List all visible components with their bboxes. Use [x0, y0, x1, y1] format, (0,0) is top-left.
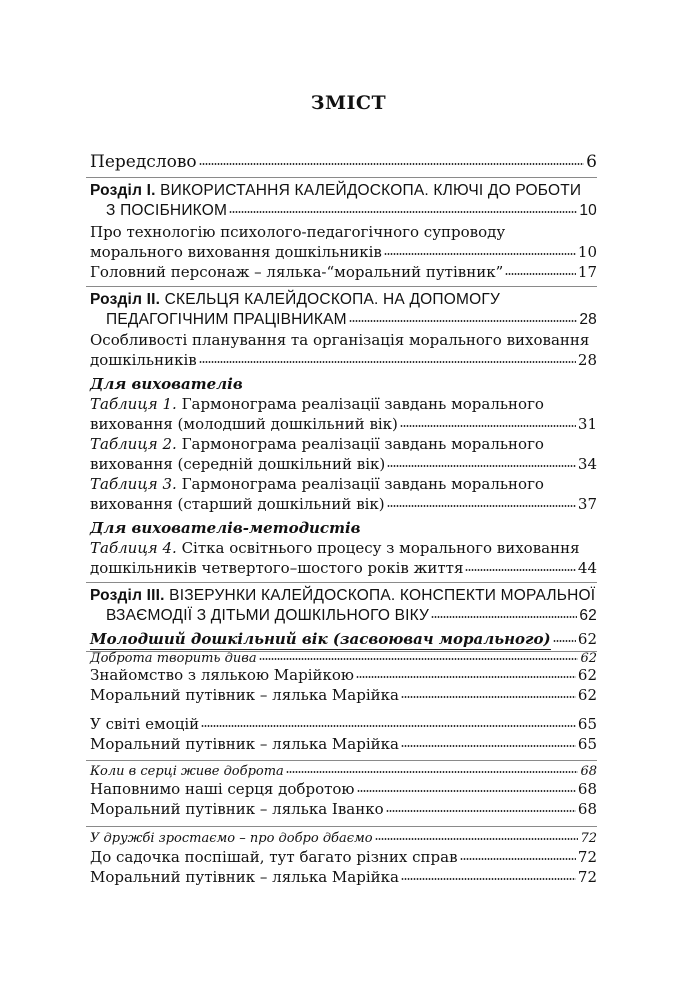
toc-topic[interactable] [90, 829, 597, 849]
toc-entry-preface[interactable] [90, 151, 597, 173]
table-label: Таблиця 2. [90, 435, 177, 453]
leader-dots [400, 424, 576, 428]
toc-section-1[interactable] [106, 201, 597, 221]
leader-dots [387, 464, 576, 468]
topic-divider [86, 826, 597, 827]
toc-section-3-heading[interactable] [90, 586, 597, 606]
group-heading-text: Для вихователів [90, 375, 243, 393]
toc-entry[interactable] [90, 242, 597, 262]
page-number: 34 [577, 455, 597, 473]
toc-entry-label: Моральний путівник – лялька Марійка [90, 686, 399, 704]
page-number: 68 [577, 800, 597, 818]
toc-entry-label: Моральний путівник – лялька Марійка [90, 735, 399, 753]
section-label: Розділ ІІІ. [90, 587, 165, 604]
toc-section-2[interactable] [106, 310, 597, 330]
leader-dots [401, 695, 576, 699]
toc-entry-label: Особливості планування та організація морального виховання [90, 331, 590, 349]
topic-label: Доброта творить дива [90, 651, 257, 666]
leader-dots [387, 504, 576, 508]
page-number: 17 [577, 263, 597, 281]
leader-dots [401, 877, 576, 881]
toc-entry[interactable] [90, 734, 597, 754]
toc-entry[interactable] [90, 494, 597, 514]
toc-entry-label: У світі емоцій [90, 715, 200, 733]
page-number: 62 [580, 651, 597, 666]
toc-entry-table-3 [90, 474, 597, 494]
toc-entry-label: Моральний путівник – лялька Іванко [90, 800, 384, 818]
toc-entry-table-2 [90, 434, 597, 454]
leader-dots [401, 744, 576, 748]
page-number: 68 [577, 780, 597, 798]
leader-dots [199, 360, 576, 364]
page-number: 62 [579, 607, 597, 624]
leader-dots [201, 724, 576, 728]
toc-entry-label: виховання (молодший дошкільний вік) [90, 415, 398, 433]
section-title: СКЕЛЬЦЯ КАЛЕЙДОСКОПА. НА ДОПОМОГУ [160, 291, 501, 308]
page-number: 68 [580, 764, 597, 779]
toc-entry-label: Гармонограма реалізації завдань морального [176, 435, 544, 453]
toc-age-group[interactable] [90, 629, 597, 650]
group-heading [90, 518, 597, 538]
leader-dots [356, 675, 576, 679]
toc-entry-label: Передслово [90, 152, 197, 172]
page-number: 72 [577, 848, 597, 866]
toc-entry-label: морального виховання дошкільників [90, 243, 382, 261]
toc-entry-label: дошкільників [90, 351, 197, 369]
leader-dots [259, 657, 579, 661]
leader-dots [375, 837, 579, 841]
topic-label: Коли в серці живе доброта [90, 764, 284, 779]
page-number: 62 [577, 666, 597, 684]
toc-entry-label: виховання (старший дошкільний вік) [90, 495, 385, 513]
page-number: 31 [577, 415, 597, 433]
toc-entry-label: Гармонограма реалізації завдань морального [176, 395, 544, 413]
toc-entry[interactable] [90, 414, 597, 434]
toc-entry[interactable] [90, 454, 597, 474]
page-number: 10 [577, 243, 597, 261]
page-number: 10 [579, 202, 597, 219]
table-label: Таблиця 4. [90, 539, 177, 557]
toc-entry-label: Сітка освітнього процесу з морального виховання [176, 539, 580, 557]
leader-dots [386, 809, 576, 813]
toc-entry[interactable] [90, 779, 597, 799]
section-title-cont: ПЕДАГОГІЧНИМ ПРАЦІВНИКАМ [106, 311, 347, 328]
toc-entry-label: Головний персонаж – лялька-“моральний путівник” [90, 263, 504, 281]
section-divider [86, 286, 597, 287]
toc-entry[interactable] [90, 867, 597, 887]
toc-section-1-heading[interactable] [90, 181, 597, 201]
toc-entry-label: Знайомство з лялькою Марійкою [90, 666, 354, 684]
age-group-label: Молодший дошкільний вік (засвоювач морального) [90, 630, 551, 648]
toc-entry-label: Гармонограма реалізації завдань морального [176, 475, 544, 493]
toc-section-2-heading[interactable] [90, 290, 597, 310]
page-number: 37 [577, 495, 597, 513]
leader-dots [286, 770, 579, 774]
toc-entry-label: Наповнимо наші серця добротою [90, 780, 355, 798]
toc-entry-table-1 [90, 394, 597, 414]
toc-entry [90, 330, 597, 350]
section-label: Розділ ІІ. [90, 291, 161, 308]
leader-dots [553, 639, 576, 643]
leader-dots [460, 857, 576, 861]
table-label: Таблиця 1. [90, 395, 177, 413]
page-number: 6 [586, 152, 597, 172]
page-number: 28 [579, 311, 597, 328]
toc-entry-label: дошкільників четвертого–шостого років життя [90, 559, 464, 577]
toc-entry[interactable] [90, 799, 597, 819]
toc-entry-table-4 [90, 538, 597, 558]
leader-dots [431, 615, 577, 619]
page-title: ЗМІСТ [310, 92, 387, 114]
leader-dots [229, 210, 577, 214]
group-heading [90, 374, 597, 394]
section-divider [86, 177, 597, 178]
section-title: ВИКОРИСТАННЯ КАЛЕЙДОСКОПА. КЛЮЧІ ДО РОБОТИ [155, 182, 582, 199]
leader-dots [465, 568, 575, 572]
page-number: 72 [580, 831, 597, 846]
section-label: Розділ І. [90, 182, 156, 199]
toc-entry-label: Про технологію психолого-педагогічного супроводу [90, 223, 506, 241]
table-label: Таблиця 3. [90, 475, 177, 493]
group-heading-text: Для вихователів-методистів [90, 519, 361, 537]
leader-dots [505, 272, 576, 276]
toc-entry[interactable] [90, 685, 597, 705]
page-number: 44 [577, 559, 597, 577]
toc-entry [90, 222, 597, 242]
section-title: ВІЗЕРУНКИ КАЛЕЙДОСКОПА. КОНСПЕКТИ МОРАЛЬНОЇ [164, 587, 596, 604]
toc-entry[interactable] [90, 847, 597, 867]
page-number: 62 [577, 630, 597, 648]
page-number: 65 [577, 735, 597, 753]
page-number: 62 [577, 686, 597, 704]
topic-label: У дружбі зростаємо – про добро дбаємо [90, 831, 373, 846]
section-divider [86, 582, 597, 583]
leader-dots [199, 162, 585, 166]
toc-entry[interactable] [90, 262, 597, 282]
topic-divider [86, 760, 597, 761]
page-number: 65 [577, 715, 597, 733]
leader-dots [384, 252, 576, 256]
leader-dots [357, 789, 576, 793]
toc-entry-label: До садочка поспішай, тут багато різних справ [90, 848, 458, 866]
toc-entry[interactable] [90, 350, 597, 370]
page-number: 72 [577, 868, 597, 886]
section-title-cont: З ПОСІБНИКОМ [106, 202, 228, 219]
toc-section-3[interactable] [106, 606, 597, 626]
toc-entry[interactable] [90, 665, 597, 685]
toc-entry-label: виховання (середній дошкільний вік) [90, 455, 386, 473]
page-number: 28 [577, 351, 597, 369]
toc-entry-label: Моральний путівник – лялька Марійка [90, 868, 399, 886]
section-title-cont: ВЗАЄМОДІЇ З ДІТЬМИ ДОШКІЛЬНОГО ВІКУ [106, 607, 430, 624]
toc-entry[interactable] [90, 714, 597, 734]
toc-entry[interactable] [90, 558, 597, 578]
leader-dots [349, 319, 578, 323]
